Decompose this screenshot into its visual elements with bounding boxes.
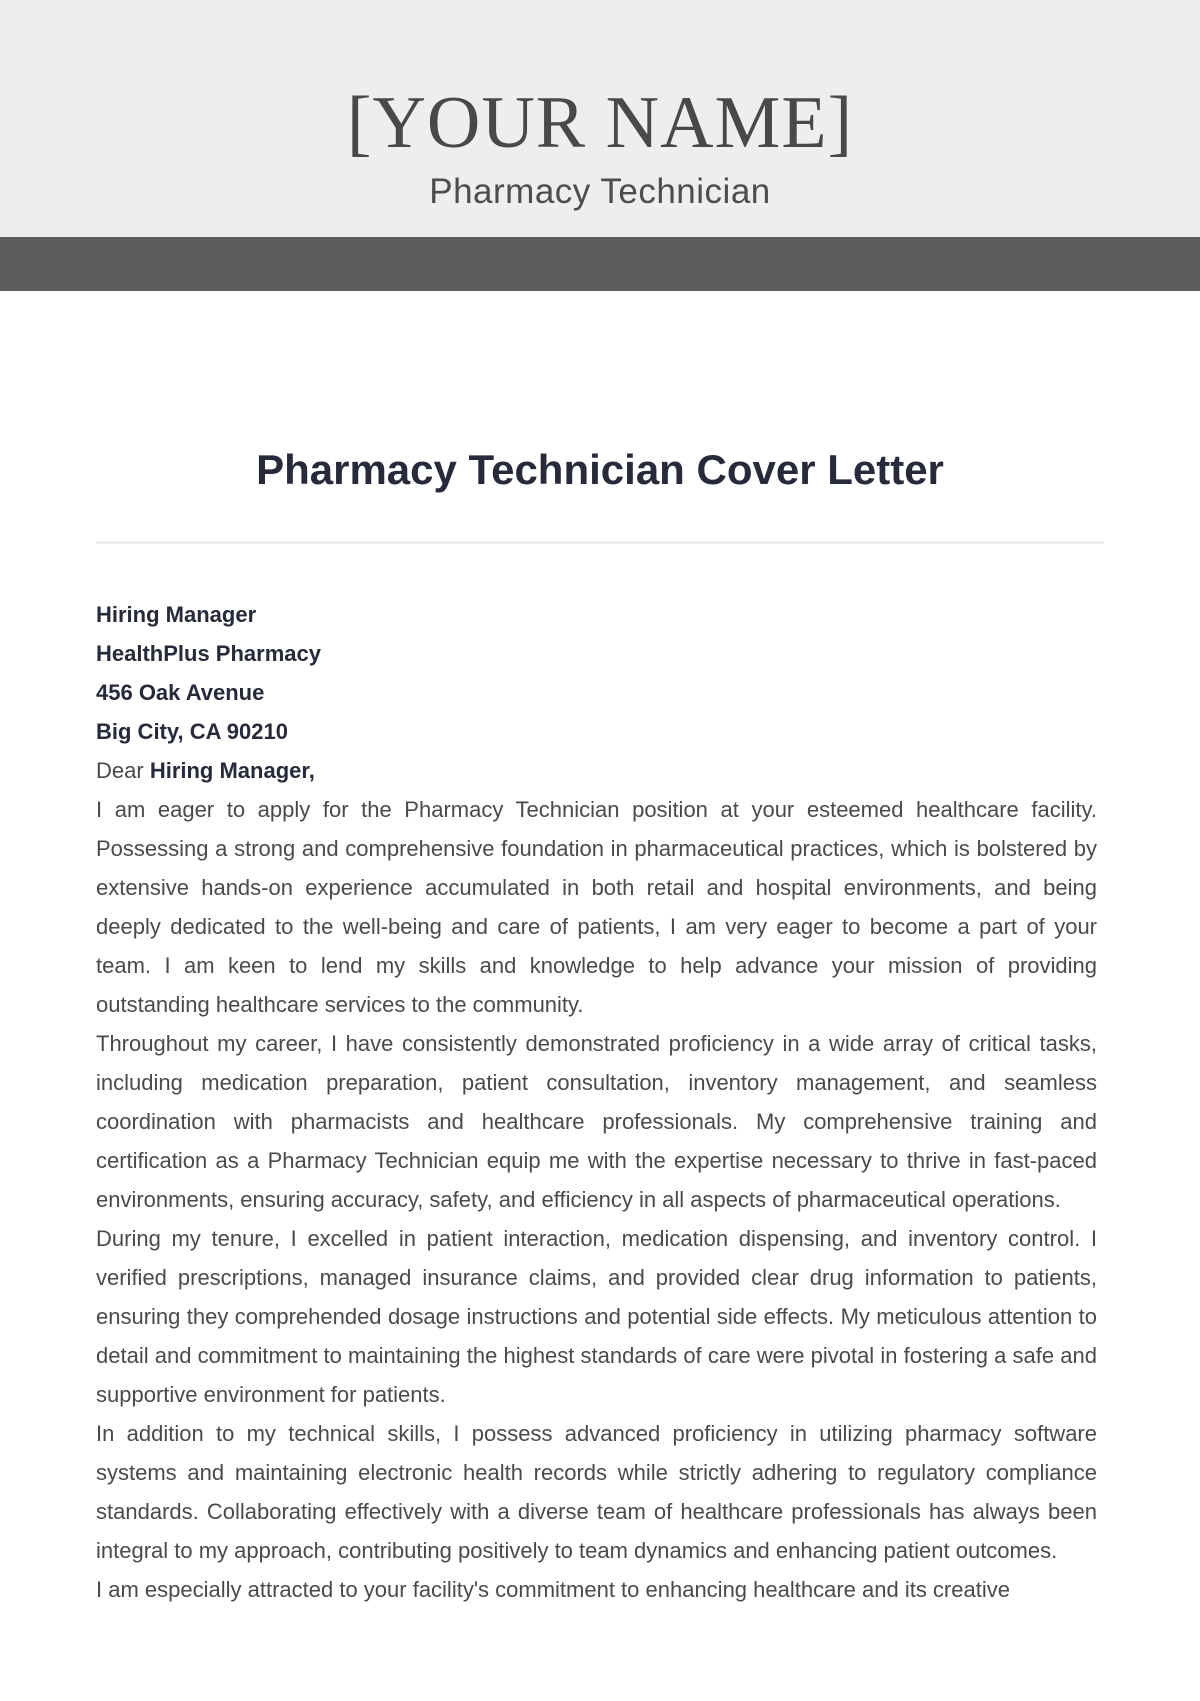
applicant-role: Pharmacy Technician [429, 172, 771, 211]
salutation [96, 751, 1097, 790]
body-paragraph-1: I am eager to apply for the Pharmacy Technician position at your esteemed healthcare facility. Possessing a strong and comprehensive foundation in pharmaceutical practices, which is bolstered by extensive hands-on experience accumulated in both retail and hospital environments, and being deeply dedicated to the well-being and care of patients, I am very eager to become a part of your team. I am keen to lend my skills and knowledge to help advance your mission of providing outstanding healthcare services to the community. [96, 797, 1097, 1017]
body-paragraph-4: In addition to my technical skills, I possess advanced proficiency in utilizing pharmacy software systems and maintaining electronic health records while strictly adhering to regulatory compliance standards. Collaborating effectively with a diverse team of healthcare professionals has always been integral to my approach, contributing positively to team dynamics and enhancing patient outcomes. [96, 1421, 1097, 1563]
recipient-line: Hiring Manager [96, 602, 257, 627]
title-rule [96, 541, 1104, 544]
body-paragraph-3: During my tenure, I excelled in patient interaction, medication dispensing, and inventory control. I verified prescriptions, managed insurance claims, and provided clear drug information to patients, ensuring they comprehended dosage instructions and potential side effects. My meticulous attention to detail and commitment to maintaining the highest standards of care were pivotal in fostering a safe and supportive environment for patients. [96, 1226, 1097, 1407]
body-paragraph-5: I am especially attracted to your facility's commitment to enhancing healthcare and its creative [96, 1577, 1010, 1602]
header-divider-band [0, 237, 1200, 291]
body-paragraph-2: Throughout my career, I have consistently demonstrated proficiency in a wide array of critical tasks, including medication preparation, patient consultation, inventory management, and seamless coordination with pharmacists and healthcare professionals. My comprehensive training and certification as a Pharmacy Technician equip me with the expertise necessary to thrive in fast-paced environments, ensuring accuracy, safety, and efficiency in all aspects of pharmaceutical operations. [96, 1031, 1097, 1212]
salutation-name: Hiring Manager, [149, 758, 315, 783]
letter-body [96, 595, 1097, 1609]
recipient-city: Big City, CA 90210 [96, 719, 288, 744]
recipient-company: HealthPlus Pharmacy [96, 641, 321, 666]
applicant-name: [YOUR NAME] [346, 82, 854, 164]
recipient-street: 456 Oak Avenue [96, 680, 265, 705]
document-title: Pharmacy Technician Cover Letter [256, 446, 944, 493]
salutation-prefix: Dear [96, 758, 144, 783]
